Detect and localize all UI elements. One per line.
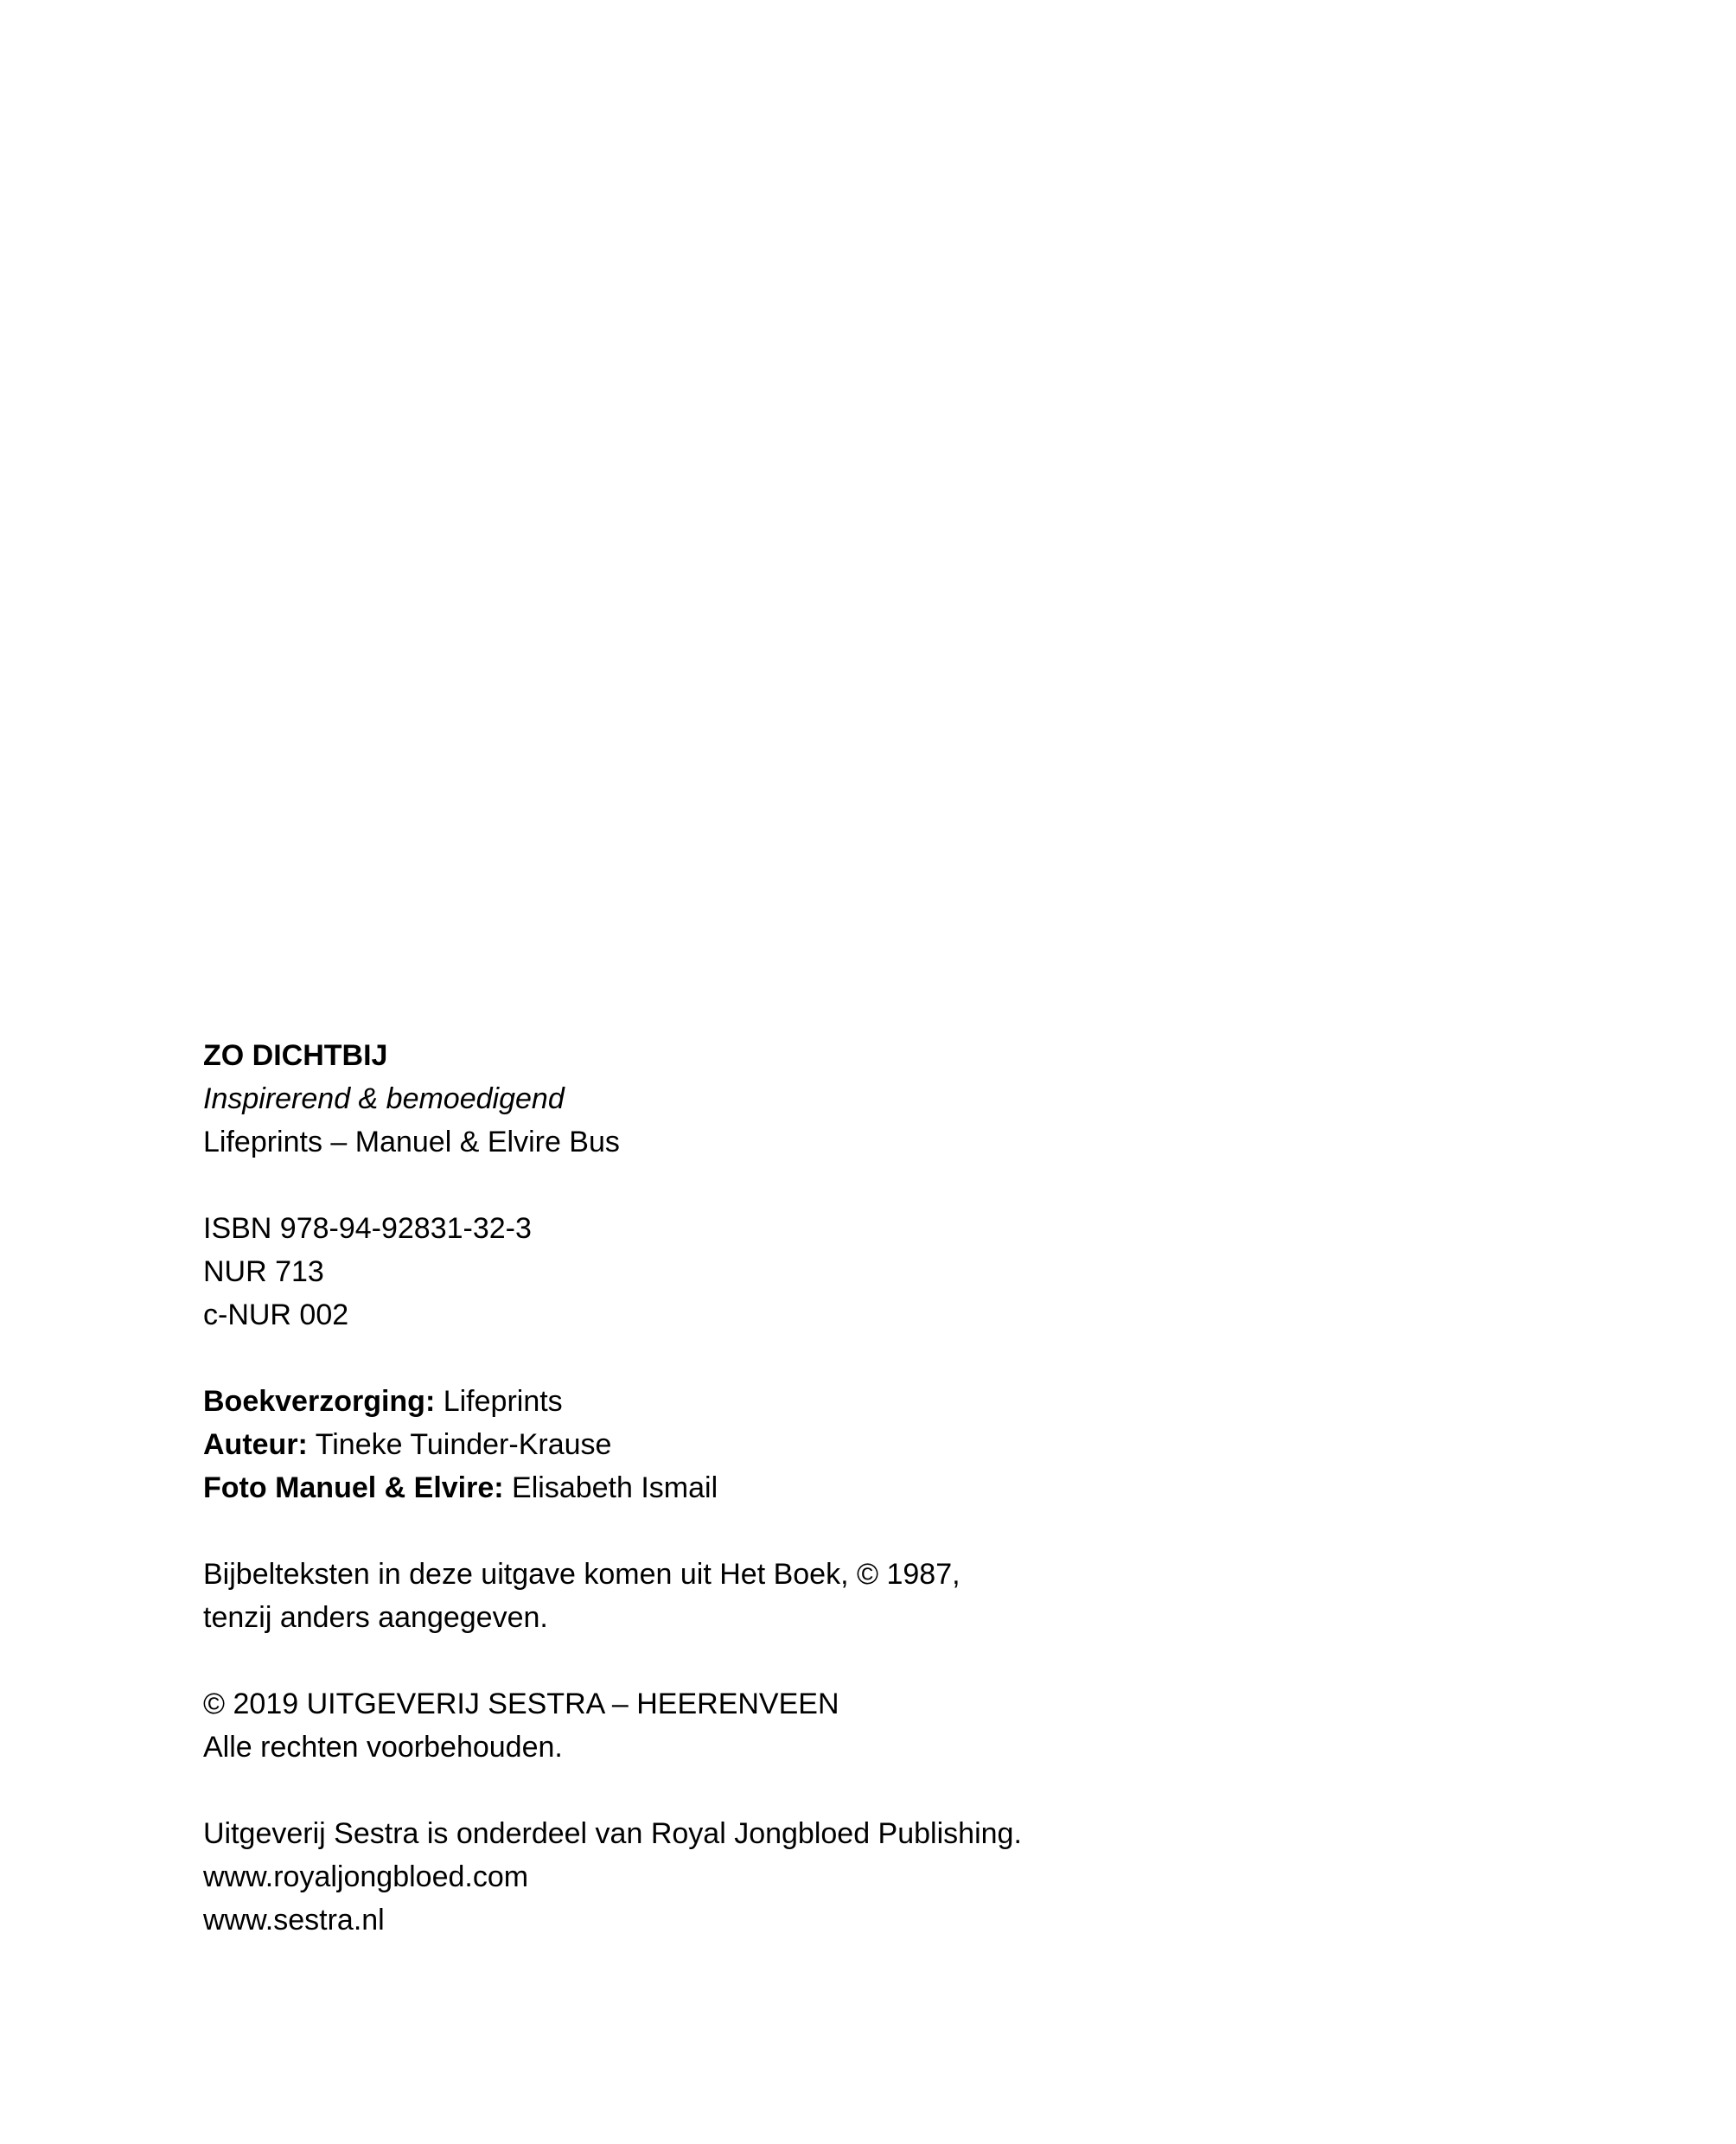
website-link-royaljongbloed[interactable]: www.royaljongbloed.com <box>203 1860 529 1893</box>
spacer <box>203 1337 1500 1380</box>
credit-label: Boekverzorging: <box>203 1385 436 1418</box>
spacer <box>203 1769 1500 1812</box>
website-sestra <box>203 1898 1500 1942</box>
bible-note-line-1: Bijbelteksten in deze uitgave komen uit Het Boek, © 1987, <box>203 1558 961 1591</box>
credit-label: Auteur: <box>203 1428 308 1461</box>
credit-value: Tineke Tuinder-Krause <box>315 1428 612 1461</box>
credit-line-design <box>203 1380 1500 1423</box>
bible-note-line-2: tenzij anders aangegeven. <box>203 1601 548 1634</box>
publisher-note: Uitgeverij Sestra is onderdeel van Royal Jongbloed Publishing. <box>203 1817 1022 1850</box>
spacer <box>203 1509 1500 1553</box>
book-title: ZO DICHTBIJ <box>203 1039 388 1072</box>
credit-value: Elisabeth Ismail <box>512 1471 718 1504</box>
credit-line-author <box>203 1423 1500 1466</box>
colophon-block <box>203 1034 1500 1942</box>
copyright-line: © 2019 UITGEVERIJ SESTRA – HEERENVEEN <box>203 1688 839 1720</box>
isbn-line: ISBN 978-94-92831-32-3 <box>203 1212 532 1245</box>
website-link-sestra[interactable]: www.sestra.nl <box>203 1904 385 1937</box>
website-royaljongbloed <box>203 1855 1500 1898</box>
spacer <box>203 1164 1500 1207</box>
credit-value: Lifeprints <box>443 1385 563 1418</box>
cnur-line: c-NUR 002 <box>203 1299 349 1331</box>
spacer <box>203 1639 1500 1682</box>
credit-line-photo <box>203 1466 1500 1509</box>
rights-reserved-line: Alle rechten voorbehouden. <box>203 1731 563 1764</box>
credit-label: Foto Manuel & Elvire: <box>203 1471 504 1504</box>
book-subtitle: Inspirerend & bemoedigend <box>203 1082 565 1115</box>
nur-line: NUR 713 <box>203 1255 324 1288</box>
book-byline: Lifeprints – Manuel & Elvire Bus <box>203 1126 620 1158</box>
